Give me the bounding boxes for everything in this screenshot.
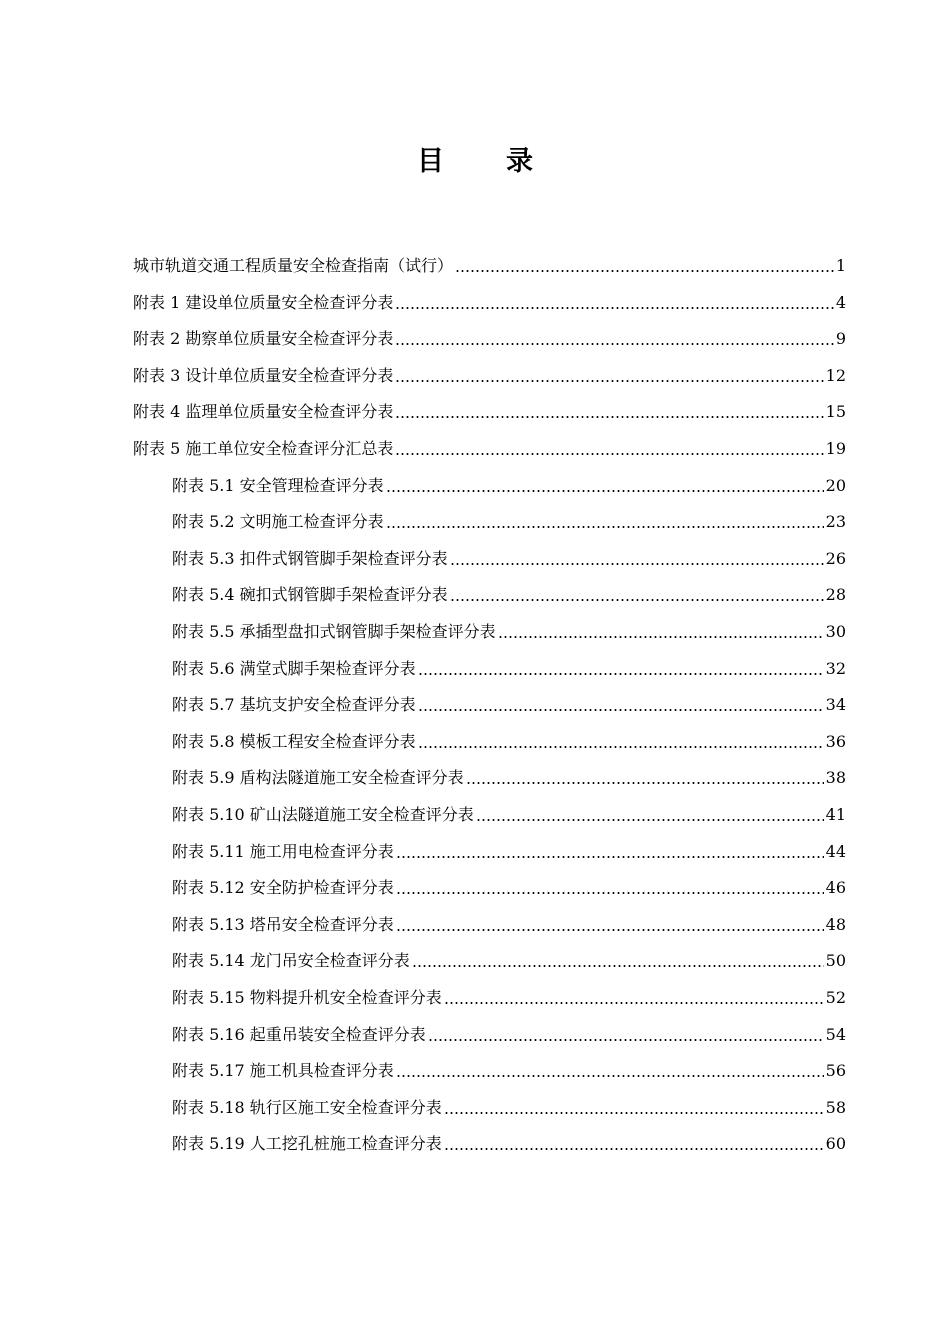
title-char-2: 录 <box>506 146 533 177</box>
toc-entry[interactable] <box>172 1053 846 1089</box>
toc-entry[interactable] <box>172 614 846 650</box>
toc-dot-leader <box>386 490 824 492</box>
toc-entry-page-number: 30 <box>825 622 846 641</box>
toc-entry-label: 附表 5.8 模板工程安全检查评分表 <box>172 731 416 751</box>
toc-entry-label: 附表 5.4 碗扣式钢管脚手架检查评分表 <box>172 585 448 605</box>
toc-dot-leader <box>444 1002 824 1004</box>
toc-entry-page-number: 15 <box>825 402 846 422</box>
toc-dot-leader <box>428 1039 824 1041</box>
toc-entry[interactable] <box>133 321 846 357</box>
toc-entry-page-number: 58 <box>825 1097 846 1117</box>
toc-entry[interactable] <box>133 358 846 394</box>
toc-entry[interactable] <box>172 724 846 760</box>
toc-entry-label: 附表 5.6 满堂式脚手架检查评分表 <box>172 658 416 678</box>
toc-entry-page-number: 50 <box>825 951 846 971</box>
toc-entry-label: 附表 5.5 承插型盘扣式钢管脚手架检查评分表 <box>172 622 496 641</box>
toc-entry[interactable] <box>172 504 846 540</box>
toc-dot-leader <box>444 1148 824 1150</box>
toc-entry-page-number: 60 <box>825 1134 846 1154</box>
toc-entry[interactable] <box>172 541 846 577</box>
toc-dot-leader <box>396 1075 824 1077</box>
toc-entry-page-number: 34 <box>825 695 846 715</box>
page-title <box>0 142 950 182</box>
toc-entry-page-number: 23 <box>825 512 846 532</box>
toc-entry-page-number: 46 <box>825 878 846 898</box>
toc-entry-page-number: 4 <box>835 292 846 312</box>
toc-entry-label: 附表 4 监理单位质量安全检查评分表 <box>133 402 394 422</box>
toc-entry[interactable] <box>172 577 846 613</box>
toc-entry[interactable] <box>172 870 846 906</box>
toc-dot-leader <box>450 563 824 565</box>
toc-entry[interactable] <box>172 1017 846 1053</box>
toc-entry-label: 附表 2 勘察单位质量安全检查评分表 <box>133 329 394 349</box>
toc-dot-leader <box>418 709 824 711</box>
toc-dot-leader <box>418 673 824 675</box>
toc-entry-page-number: 9 <box>835 329 846 349</box>
toc-dot-leader <box>395 307 833 309</box>
toc-entry[interactable] <box>172 797 846 833</box>
toc-dot-leader <box>386 526 824 528</box>
toc-entry-page-number: 38 <box>825 768 846 788</box>
toc-dot-leader <box>476 819 824 821</box>
toc-entry-label: 附表 5 施工单位安全检查评分汇总表 <box>133 439 394 458</box>
toc-entry-label: 附表 5.11 施工用电检查评分表 <box>172 841 394 861</box>
toc-entry-label: 附表 5.9 盾构法隧道施工安全检查评分表 <box>172 768 464 788</box>
toc-entry-label: 城市轨道交通工程质量安全检查指南（试行） <box>133 256 454 275</box>
toc-dot-leader <box>498 636 824 638</box>
toc-entry[interactable] <box>133 285 846 321</box>
toc-entry-label: 附表 5.14 龙门吊安全检查评分表 <box>172 951 410 971</box>
toc-entry-page-number: 32 <box>825 658 846 678</box>
toc-dot-leader <box>412 965 824 967</box>
toc-entry-page-number: 54 <box>825 1024 846 1044</box>
toc-entry-label: 附表 5.15 物料提升机安全检查评分表 <box>172 988 442 1007</box>
toc-entry[interactable] <box>172 687 846 723</box>
toc-entry-page-number: 56 <box>825 1061 846 1081</box>
toc-entry-page-number: 19 <box>825 439 846 458</box>
title-char-1: 目 <box>417 146 444 177</box>
toc-entry[interactable] <box>133 248 846 284</box>
toc-dot-leader <box>466 782 824 784</box>
toc-entry-label: 附表 5.16 起重吊装安全检查评分表 <box>172 1024 426 1044</box>
toc-entry-label: 附表 5.19 人工挖孔桩施工检查评分表 <box>172 1134 442 1154</box>
toc-entry-label: 附表 5.7 基坑支护安全检查评分表 <box>172 695 416 715</box>
toc-dot-leader <box>450 599 824 601</box>
toc-entry[interactable] <box>133 394 846 430</box>
toc-dot-leader <box>395 343 833 345</box>
toc-entry-label: 附表 5.13 塔吊安全检查评分表 <box>172 914 394 934</box>
toc-dot-leader <box>418 746 824 748</box>
toc-entry-label: 附表 5.3 扣件式钢管脚手架检查评分表 <box>172 548 448 568</box>
toc-entry[interactable] <box>133 431 846 467</box>
toc-entry-label: 附表 5.2 文明施工检查评分表 <box>172 512 384 532</box>
toc-entry[interactable] <box>172 1090 846 1126</box>
toc-entry[interactable] <box>172 1126 846 1162</box>
toc-entry[interactable] <box>172 760 846 796</box>
toc-entry[interactable] <box>172 468 846 504</box>
toc-dot-leader <box>395 380 823 382</box>
toc-entry-page-number: 28 <box>825 585 846 605</box>
toc-entry-page-number: 20 <box>825 475 846 495</box>
toc-dot-leader <box>455 270 834 272</box>
toc-entry-label: 附表 5.18 轨行区施工安全检查评分表 <box>172 1097 442 1117</box>
toc-dot-leader <box>396 892 824 894</box>
toc-entry-label: 附表 5.10 矿山法隧道施工安全检查评分表 <box>172 805 474 824</box>
toc-dot-leader <box>396 929 824 931</box>
toc-entry-page-number: 41 <box>825 805 846 824</box>
toc-dot-leader <box>395 416 823 418</box>
toc-entry-label: 附表 5.12 安全防护检查评分表 <box>172 878 394 898</box>
toc-entry-page-number: 1 <box>835 256 846 275</box>
toc-entry-page-number: 44 <box>825 841 846 861</box>
toc-entry-page-number: 52 <box>825 988 846 1007</box>
toc-entry[interactable] <box>172 980 846 1016</box>
toc-dot-leader <box>395 453 823 455</box>
toc-entry[interactable] <box>172 943 846 979</box>
toc-entry-page-number: 12 <box>825 365 846 385</box>
toc-entry-label: 附表 1 建设单位质量安全检查评分表 <box>133 292 394 312</box>
toc-entry[interactable] <box>172 907 846 943</box>
toc-entry-page-number: 48 <box>825 914 846 934</box>
toc-entry-label: 附表 5.1 安全管理检查评分表 <box>172 475 384 495</box>
toc-entry-label: 附表 5.17 施工机具检查评分表 <box>172 1061 394 1081</box>
toc-dot-leader <box>396 856 824 858</box>
toc-entry[interactable] <box>172 651 846 687</box>
toc-entry-page-number: 36 <box>825 731 846 751</box>
toc-entry-label: 附表 3 设计单位质量安全检查评分表 <box>133 365 394 385</box>
toc-dot-leader <box>444 1112 824 1114</box>
toc-entry-page-number: 26 <box>825 548 846 568</box>
toc-entry[interactable] <box>172 834 846 870</box>
